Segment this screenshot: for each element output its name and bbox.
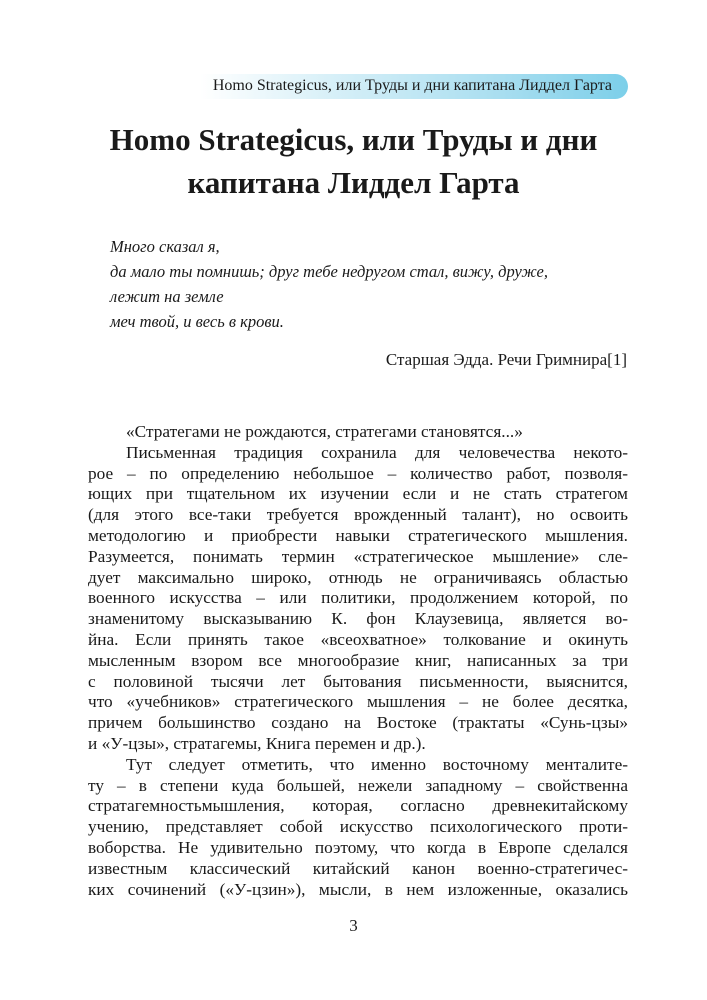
running-header — [200, 74, 628, 99]
paragraph-line: известным классический китайский канон военно-стратегичес- — [88, 858, 628, 878]
body-text — [88, 422, 628, 900]
paragraph-line: (для этого все-таки требуется врожденный талант), но освоить — [88, 505, 628, 525]
paragraph-line: военного искусства – или политики, продолжением которой, по — [88, 588, 628, 608]
paragraph-line: Письменная традиция сохранила для человечества некото- — [126, 442, 628, 462]
chapter-title — [40, 118, 667, 204]
paragraph-line: воборства. Не удивительно поэтому, что когда в Европе сделался — [88, 837, 628, 857]
paragraph-line: стратагемностьмышления, которая, согласно древнекитайскому — [88, 796, 628, 816]
paragraph-line: причем большинство создано на Востоке (трактаты «Сунь-цзы» — [88, 713, 628, 733]
paragraph-line: методологию и приобрести навыки стратегического мышления. — [88, 525, 628, 545]
paragraph-line: рое – по определению небольшое – количество работ, позволя- — [88, 463, 628, 483]
epigraph-attribution: Старшая Эдда. Речи Гримнира[1] — [385, 350, 627, 369]
paragraph-line: что «учебников» стратегического мышления – не более десятка, — [88, 692, 628, 712]
title-line: капитана Лиддел Гарта — [187, 165, 520, 200]
page-number: 3 — [349, 916, 358, 935]
running-header-text: Homo Strategicus, или Труды и дни капитана Лиддел Гарта — [212, 77, 612, 94]
epigraph-line: меч твой, и весь в крови. — [110, 312, 284, 331]
epigraph-line: да мало ты помнишь; друг тебе недругом стал, вижу, друже, — [110, 262, 548, 281]
paragraph-line: Разумеется, понимать термин «стратегическое мышление» сле- — [88, 546, 628, 566]
paragraph-line: ких сочинений («У-цзин»), мысли, в нем изложенные, оказались — [88, 879, 628, 899]
paragraph-line: йна. Если принять такое «всеохватное» толкование и окинуть — [88, 629, 628, 649]
epigraph-line: Много сказал я, — [110, 237, 220, 256]
paragraph-line: дует максимально широко, отнюдь не ограничиваясь областью — [88, 567, 628, 587]
paragraph-line: ту – в степени куда большей, нежели западному – свойственна — [88, 775, 628, 795]
paragraph-line: мысленным взором все многообразие книг, написанных за три — [88, 650, 628, 670]
paragraph-line: «Стратегами не рождаются, стратегами становятся...» — [126, 422, 523, 441]
title-line: Homo Strategicus, или Труды и дни — [109, 122, 598, 157]
paragraph-line: знаменитому высказыванию К. фон Клаузевица, является во- — [88, 609, 628, 629]
paragraph-line: учению, представляет собой искусство психологического проти- — [88, 817, 628, 837]
paragraph-line: ющих при тщательном их изучении если и не стать стратегом — [88, 484, 628, 504]
paragraph-line: с половиной тысячи лет бытования письменности, выяснится, — [88, 671, 628, 691]
paragraph-line: Тут следует отметить, что именно восточному менталите- — [126, 754, 628, 774]
paragraph-line: и «У-цзы», стратагемы, Книга перемен и др.). — [88, 733, 426, 753]
epigraph — [110, 234, 548, 334]
epigraph-line: лежит на земле — [110, 287, 224, 306]
